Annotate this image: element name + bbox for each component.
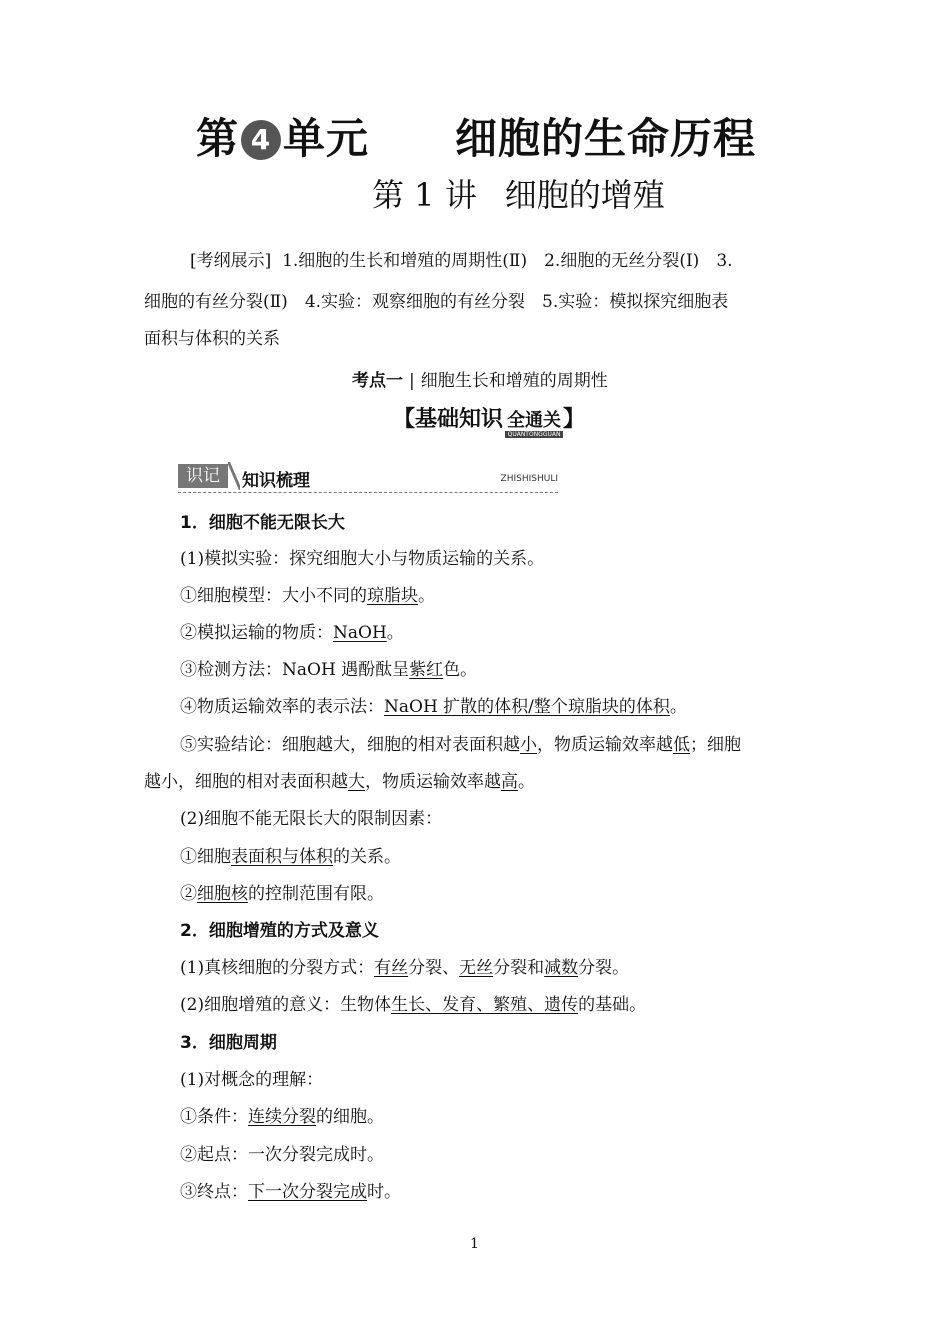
tag-slash-icon [228, 462, 240, 490]
unit-title [196, 106, 756, 166]
outline-label: [考纲展示] [190, 251, 272, 271]
section-title: 考点一 | 细胞生长和增殖的周期性 [352, 371, 608, 391]
paragraph: (2)细胞不能无限长大的限制因素： [180, 809, 443, 829]
lecture-number: 第 1 讲 [372, 176, 477, 214]
outline-line-3: 面积与体积的关系 [144, 329, 280, 349]
knowledge-tag-row [178, 462, 558, 493]
paragraph: ③检测方法：NaOH 遇酚酞呈紫红色。 [180, 660, 478, 680]
paragraph: ①细胞模型：大小不同的琼脂块。 [180, 586, 435, 606]
banner-text: 基础知识 [415, 407, 504, 432]
unit-number-badge: 4 [241, 120, 281, 160]
paragraph: (1)真核细胞的分裂方式：有丝分裂、无丝分裂和减数分裂。 [180, 958, 630, 978]
page-number: 1 [470, 1236, 479, 1252]
outline-line-2: 细胞的有丝分裂(Ⅱ) 4.实验：观察细胞的有丝分裂 5.实验：模拟探究细胞表 [144, 292, 729, 312]
section-name: 细胞生长和增殖的周期性 [420, 371, 608, 391]
paragraph: 越小，细胞的相对表面积越大，物质运输效率越高。 [144, 772, 535, 792]
banner: 【基础知识 全通关 QUANTONGGUAN 】 [393, 407, 586, 438]
paragraph: ②细胞核的控制范围有限。 [180, 884, 384, 904]
unit-prefix: 第 [196, 114, 240, 163]
paragraph: ①条件：连续分裂的细胞。 [180, 1107, 384, 1127]
unit-suffix: 单元 [283, 114, 370, 163]
heading-1: 1．细胞不能无限长大 [180, 513, 345, 533]
tag-label: 知识梳理 [242, 471, 310, 491]
paragraph: ③终点：下一次分裂完成时。 [180, 1182, 401, 1202]
lecture-title [372, 170, 665, 216]
paragraph: (2)细胞增殖的意义：生物体生长、发育、繁殖、遗传的基础。 [180, 995, 647, 1015]
paragraph: ①细胞表面积与体积的关系。 [180, 847, 401, 867]
paragraph: (1)对概念的理解： [180, 1070, 324, 1090]
banner-badge: 全通关 QUANTONGGUAN [507, 410, 562, 438]
heading-3: 3．细胞周期 [180, 1033, 277, 1053]
outline-line-1: [考纲展示] 1.细胞的生长和增殖的周期性(Ⅱ) 2.细胞的无丝分裂(Ⅰ) 3. [190, 251, 733, 271]
unit-name: 细胞的生命历程 [455, 114, 757, 163]
paragraph: ⑤实验结论：细胞越大，细胞的相对表面积越小，物质运输效率越低；细胞 [180, 735, 741, 755]
section-label: 考点一 [352, 371, 403, 391]
paragraph: ②起点：一次分裂完成时。 [180, 1145, 384, 1165]
paragraph: ②模拟运输的物质：NaOH。 [180, 623, 404, 643]
paragraph: ④物质运输效率的表示法：NaOH 扩散的体积/整个琼脂块的体积。 [180, 697, 687, 717]
tag-pinyin: ZHISHISHULI [500, 474, 558, 484]
tag-box: 识记 [178, 464, 228, 488]
lecture-name: 细胞的增殖 [504, 176, 665, 214]
heading-2: 2．细胞增殖的方式及意义 [180, 921, 379, 941]
paragraph: (1)模拟实验：探究细胞大小与物质运输的关系。 [180, 549, 545, 569]
